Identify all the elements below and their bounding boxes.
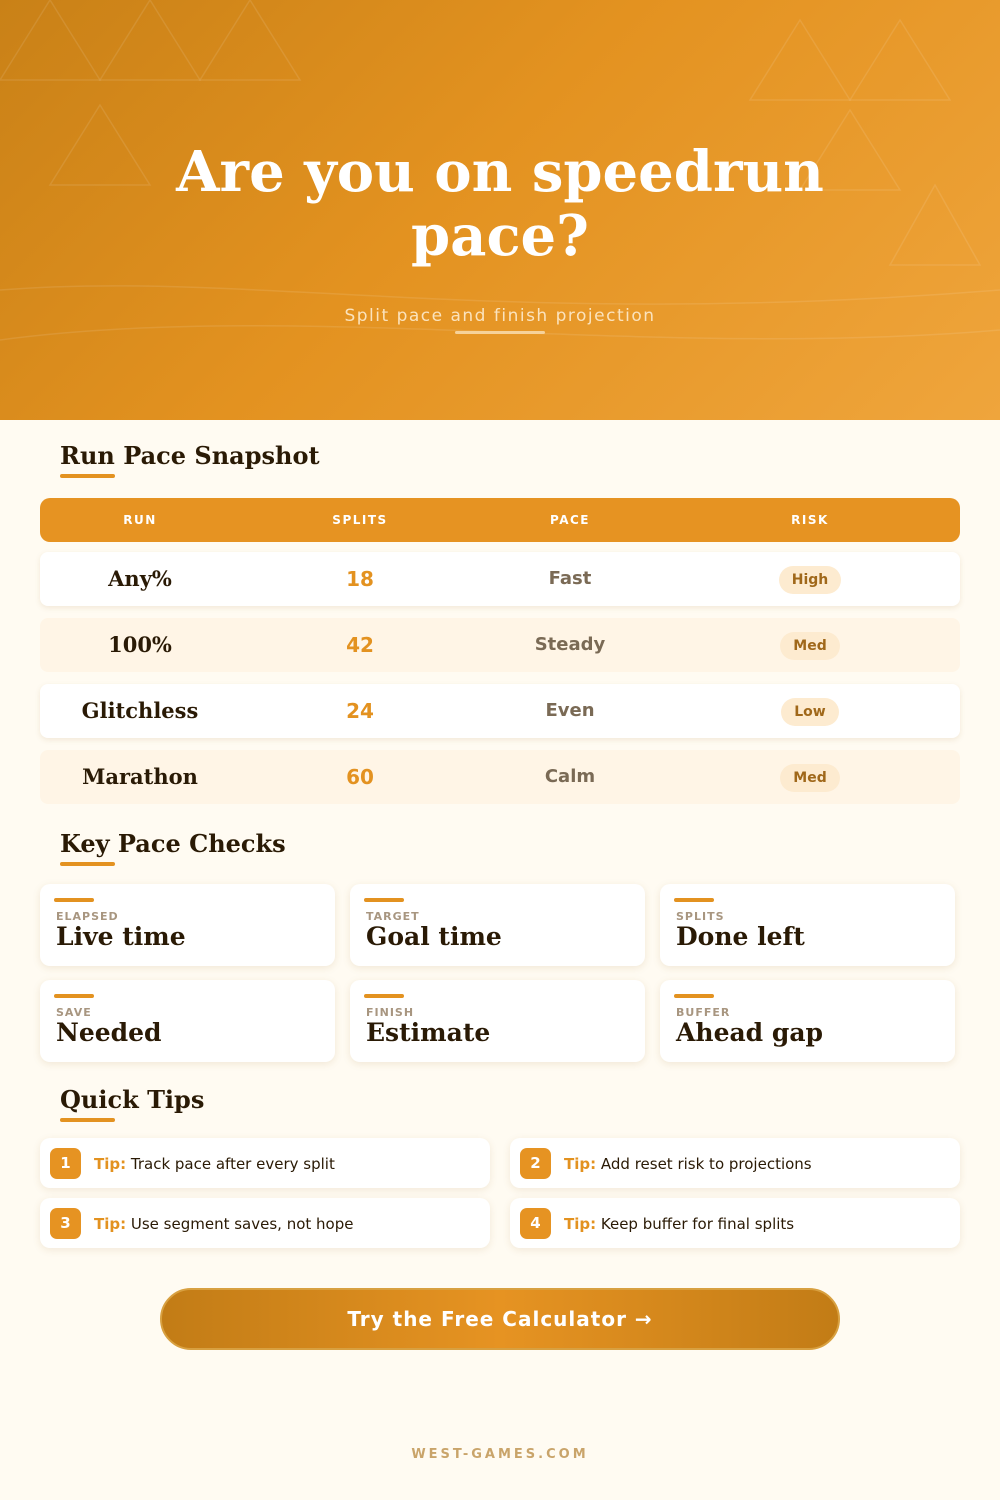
card-accent <box>674 898 714 902</box>
footer-site-link[interactable]: WEST-GAMES.COM <box>411 1447 589 1462</box>
run-name: Any% <box>108 566 172 591</box>
tip-text <box>94 1198 353 1248</box>
card-label: TARGET <box>366 910 420 923</box>
run-name: Marathon <box>82 764 198 789</box>
column-header-run: RUN <box>123 513 157 527</box>
hero-banner <box>0 0 1000 420</box>
page-subtitle: Split pace and finish projection <box>344 306 656 326</box>
run-name: 100% <box>108 632 172 657</box>
card-label: BUFFER <box>676 1006 731 1019</box>
risk-badge: Low <box>781 698 838 726</box>
tip-number-badge: 4 <box>520 1208 551 1239</box>
card-value: Estimate <box>366 1018 491 1047</box>
table-row <box>40 684 960 738</box>
check-card-target <box>350 884 645 966</box>
tip-number-badge: 3 <box>50 1208 81 1239</box>
table-row <box>40 750 960 804</box>
checks-title-underline <box>60 862 115 866</box>
split-count: 18 <box>346 567 374 591</box>
split-count: 42 <box>346 633 374 657</box>
tip-number-badge: 2 <box>520 1148 551 1179</box>
page-title: Are you on speedrun pace? <box>176 139 824 269</box>
tip-body: Keep buffer for final splits <box>600 1215 795 1233</box>
check-card-buffer <box>660 980 955 1062</box>
risk-badge: Med <box>780 764 839 792</box>
split-count: 60 <box>346 765 374 789</box>
tip-item <box>40 1198 490 1248</box>
split-count: 24 <box>346 699 374 723</box>
pace-value: Calm <box>544 766 596 787</box>
card-accent <box>674 994 714 998</box>
check-card-save <box>40 980 335 1062</box>
tip-body: Use segment saves, not hope <box>130 1215 354 1233</box>
card-accent <box>364 898 404 902</box>
tip-body: Add reset risk to projections <box>600 1155 812 1173</box>
tip-prefix: Tip: <box>94 1155 127 1173</box>
tip-body: Track pace after every split <box>130 1155 335 1173</box>
column-header-risk: RISK <box>791 513 829 527</box>
check-card-elapsed <box>40 884 335 966</box>
pace-value: Even <box>545 700 595 721</box>
card-label: SPLITS <box>676 910 725 923</box>
check-card-splits <box>660 884 955 966</box>
tip-number-badge: 1 <box>50 1148 81 1179</box>
snapshot-section-title: Run Pace Snapshot <box>60 441 320 470</box>
run-name: Glitchless <box>81 698 199 723</box>
snapshot-title-underline <box>60 474 115 478</box>
tip-text <box>564 1198 794 1248</box>
pace-value: Steady <box>534 634 606 655</box>
card-value: Done left <box>676 922 805 951</box>
column-header-pace: PACE <box>550 513 590 527</box>
table-row <box>40 618 960 672</box>
check-card-finish <box>350 980 645 1062</box>
checks-section-title: Key Pace Checks <box>60 829 286 858</box>
pace-value: Fast <box>548 568 592 589</box>
tip-item <box>510 1138 960 1188</box>
tip-prefix: Tip: <box>564 1215 597 1233</box>
card-value: Needed <box>56 1018 162 1047</box>
tip-prefix: Tip: <box>94 1215 127 1233</box>
tip-item <box>40 1138 490 1188</box>
card-accent <box>54 898 94 902</box>
tip-text <box>94 1138 335 1188</box>
card-label: SAVE <box>56 1006 92 1019</box>
table-row <box>40 552 960 606</box>
tips-title-underline <box>60 1118 115 1122</box>
tip-text <box>564 1138 812 1188</box>
card-label: FINISH <box>366 1006 415 1019</box>
card-value: Live time <box>56 922 186 951</box>
risk-badge: High <box>779 566 842 594</box>
tips-section-title: Quick Tips <box>60 1085 205 1114</box>
tip-item <box>510 1198 960 1248</box>
card-value: Goal time <box>366 922 502 951</box>
table-header <box>40 498 960 542</box>
card-accent <box>364 994 404 998</box>
card-value: Ahead gap <box>676 1018 824 1047</box>
risk-badge: Med <box>780 632 839 660</box>
free-calculator-button[interactable]: Try the Free Calculator → <box>160 1288 840 1350</box>
card-label: ELAPSED <box>56 910 119 923</box>
card-accent <box>54 994 94 998</box>
column-header-splits: SPLITS <box>332 513 388 527</box>
tip-prefix: Tip: <box>564 1155 597 1173</box>
subtitle-underline <box>455 331 545 334</box>
